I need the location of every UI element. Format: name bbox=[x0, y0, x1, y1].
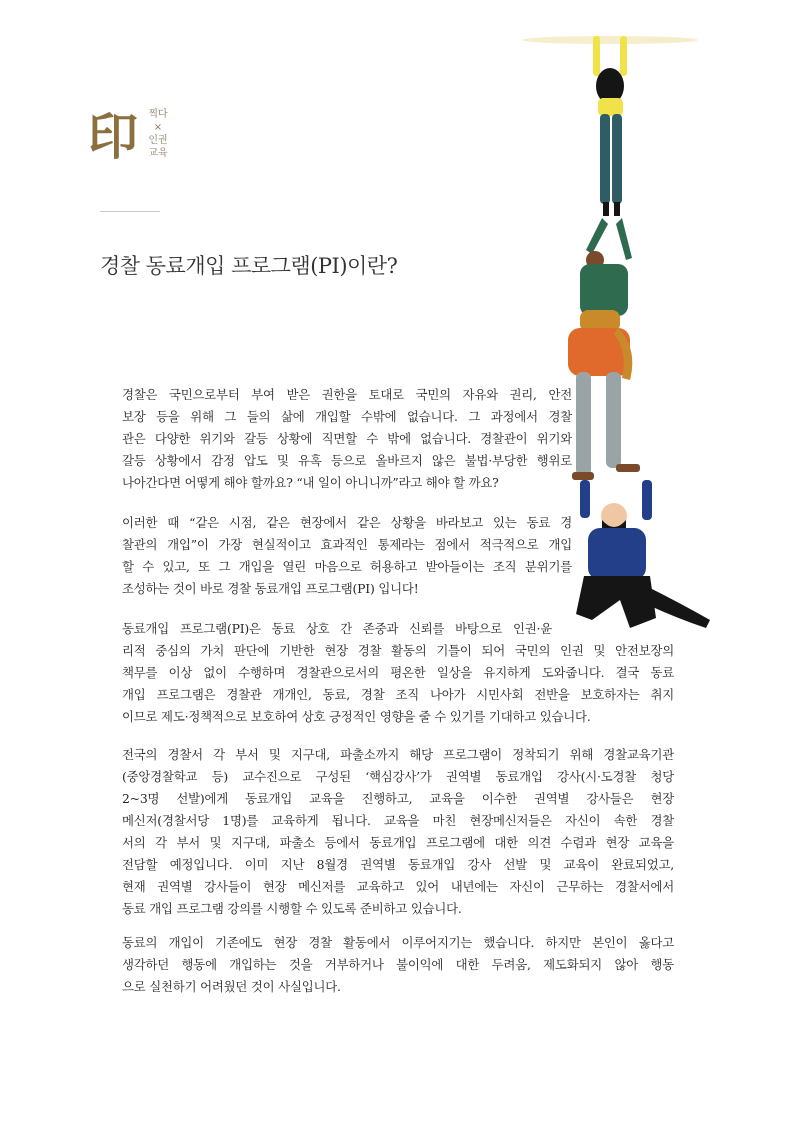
page-title: 경찰 동료개입 프로그램(PI)이란? bbox=[100, 254, 398, 278]
paragraph-line: 전국의 경찰서 각 부서 및 지구대, 파출소까지 해당 프로그램이 정착되기 위해 경찰교육기관 bbox=[122, 747, 674, 762]
paragraph-line: 메신저(경찰서당 1명)를 교육하게 됩니다. 교육을 마친 현장메신저들은 자신이 속한 경찰 bbox=[122, 813, 674, 828]
paragraph-line: 서의 각 부서 및 지구대, 파출소 등에서 동료개입 프로그램에 대한 의견 수렴과 현장 교육을 bbox=[122, 835, 674, 850]
paragraph-line: 보장 등을 위해 그 들의 삶에 개입할 수밖에 없습니다. 그 과정에서 경찰 bbox=[122, 409, 572, 424]
paragraph-line: 경찰은 국민으로부터 부여 받은 권한을 토대로 국민의 자유와 권리, 안전 bbox=[122, 387, 572, 402]
paragraph-line: 동료 개입 프로그램 강의를 시행할 수 있도록 준비하고 있습니다. bbox=[122, 901, 462, 916]
paragraph-line: 이므로 제도·정책적으로 보호하여 상호 긍정적인 영향을 줄 수 있기를 기대하고 있습니다. bbox=[122, 709, 591, 724]
paragraph-3 bbox=[122, 618, 674, 728]
paragraph-line: 으로 실천하기 어려웠던 것이 사실입니다. bbox=[122, 979, 341, 994]
paragraph-line: 이러한 때 “같은 시점, 같은 현장에서 같은 상황을 바라보고 있는 동료 경 bbox=[122, 515, 572, 530]
paragraph-line: 관은 다양한 위기와 갈등 상황에 직면할 수 밖에 없습니다. 경찰관이 위기와 bbox=[122, 431, 572, 446]
brand-caption-line3: 교육 bbox=[148, 148, 168, 159]
seal-logo-icon bbox=[88, 106, 140, 166]
brand-caption-line1: 찍다 bbox=[148, 109, 168, 120]
light-glow-icon bbox=[522, 36, 698, 44]
brand-caption-separator: × bbox=[153, 122, 163, 133]
paragraph-line: 찰관의 개입”이 가장 현실적이고 효과적인 통제라는 점에서 적극적으로 개입 bbox=[122, 537, 572, 552]
paragraph-line: 책무를 이상 없이 수행하며 경찰관으로서의 평온한 일상을 유지하게 도와줍니다. 결국 동료 bbox=[122, 665, 674, 680]
paragraph-5 bbox=[122, 932, 674, 998]
brand-caption-line2: 인권 bbox=[148, 135, 168, 146]
seal-character: 印 bbox=[88, 107, 136, 166]
orange-figure-icon bbox=[568, 328, 640, 480]
paragraph-line: 개입 프로그램은 경찰관 개개인, 동료, 경찰 조직 나아가 시민사회 전반을 보호하자는 취지 bbox=[122, 687, 674, 702]
paragraph-line: 2~3명 선발)에게 동료개입 교육을 진행하고, 교육을 이수한 권역별 강사들은 현장 bbox=[122, 791, 674, 806]
paragraph-line: 할 수 있고, 또 그 개입을 열린 마음으로 허용하고 받아들이는 조직 분위기를 bbox=[122, 559, 572, 574]
paragraph-line: 조성하는 것이 바로 경찰 동료개입 프로그램(PI) 입니다! bbox=[122, 581, 419, 596]
paragraph-line: (중앙경찰학교 등) 교수진으로 구성된 ‘핵심강사’가 권역별 동료개입 강사(시·도경찰 청당 bbox=[122, 769, 674, 784]
divider bbox=[100, 211, 160, 212]
paragraph-line: 생각하던 행동에 개입하는 것을 거부하거나 불이익에 대한 두려움, 제도화되지 않아 행동 bbox=[122, 957, 674, 972]
paragraph-line: 현재 권역별 강사들이 현장 메신저를 교육하고 있어 내년에는 자신이 근무하는 경찰서에서 bbox=[122, 879, 674, 894]
paragraph-line: 동료개입 프로그램(PI)은 동료 상호 간 존중과 신뢰를 바탕으로 인권·윤 bbox=[122, 621, 552, 636]
paragraph-line: 리적 중심의 가치 판단에 기반한 현장 경찰 활동의 기틀이 되어 국민의 인권 및 안전보장의 bbox=[122, 643, 674, 658]
paragraph-line: 전담할 예정입니다. 이미 지난 8월경 권역별 동료개입 강사 선발 및 교육이 완료되었고, bbox=[122, 857, 674, 872]
kneeling-figure-icon bbox=[576, 480, 710, 628]
paragraph-line: 동료의 개입이 기존에도 현장 경찰 활동에서 이루어지기는 했습니다. 하지만 본인이 옳다고 bbox=[122, 935, 674, 950]
paragraph-line: 갈등 상황에서 감정 압도 및 유혹 등으로 올바르지 않은 불법·부당한 행위로 bbox=[122, 453, 572, 468]
paragraph-line: 나아간다면 어떻게 해야 할까요? “내 일이 아니니까”라고 해야 할 까요? bbox=[122, 475, 499, 490]
brand-logo bbox=[88, 106, 188, 170]
paragraph-1 bbox=[122, 384, 572, 494]
green-figure-icon bbox=[580, 218, 632, 332]
paragraph-4 bbox=[122, 744, 674, 920]
paragraph-2 bbox=[122, 512, 572, 600]
brand-caption bbox=[146, 108, 170, 160]
top-figure-icon bbox=[593, 36, 627, 216]
